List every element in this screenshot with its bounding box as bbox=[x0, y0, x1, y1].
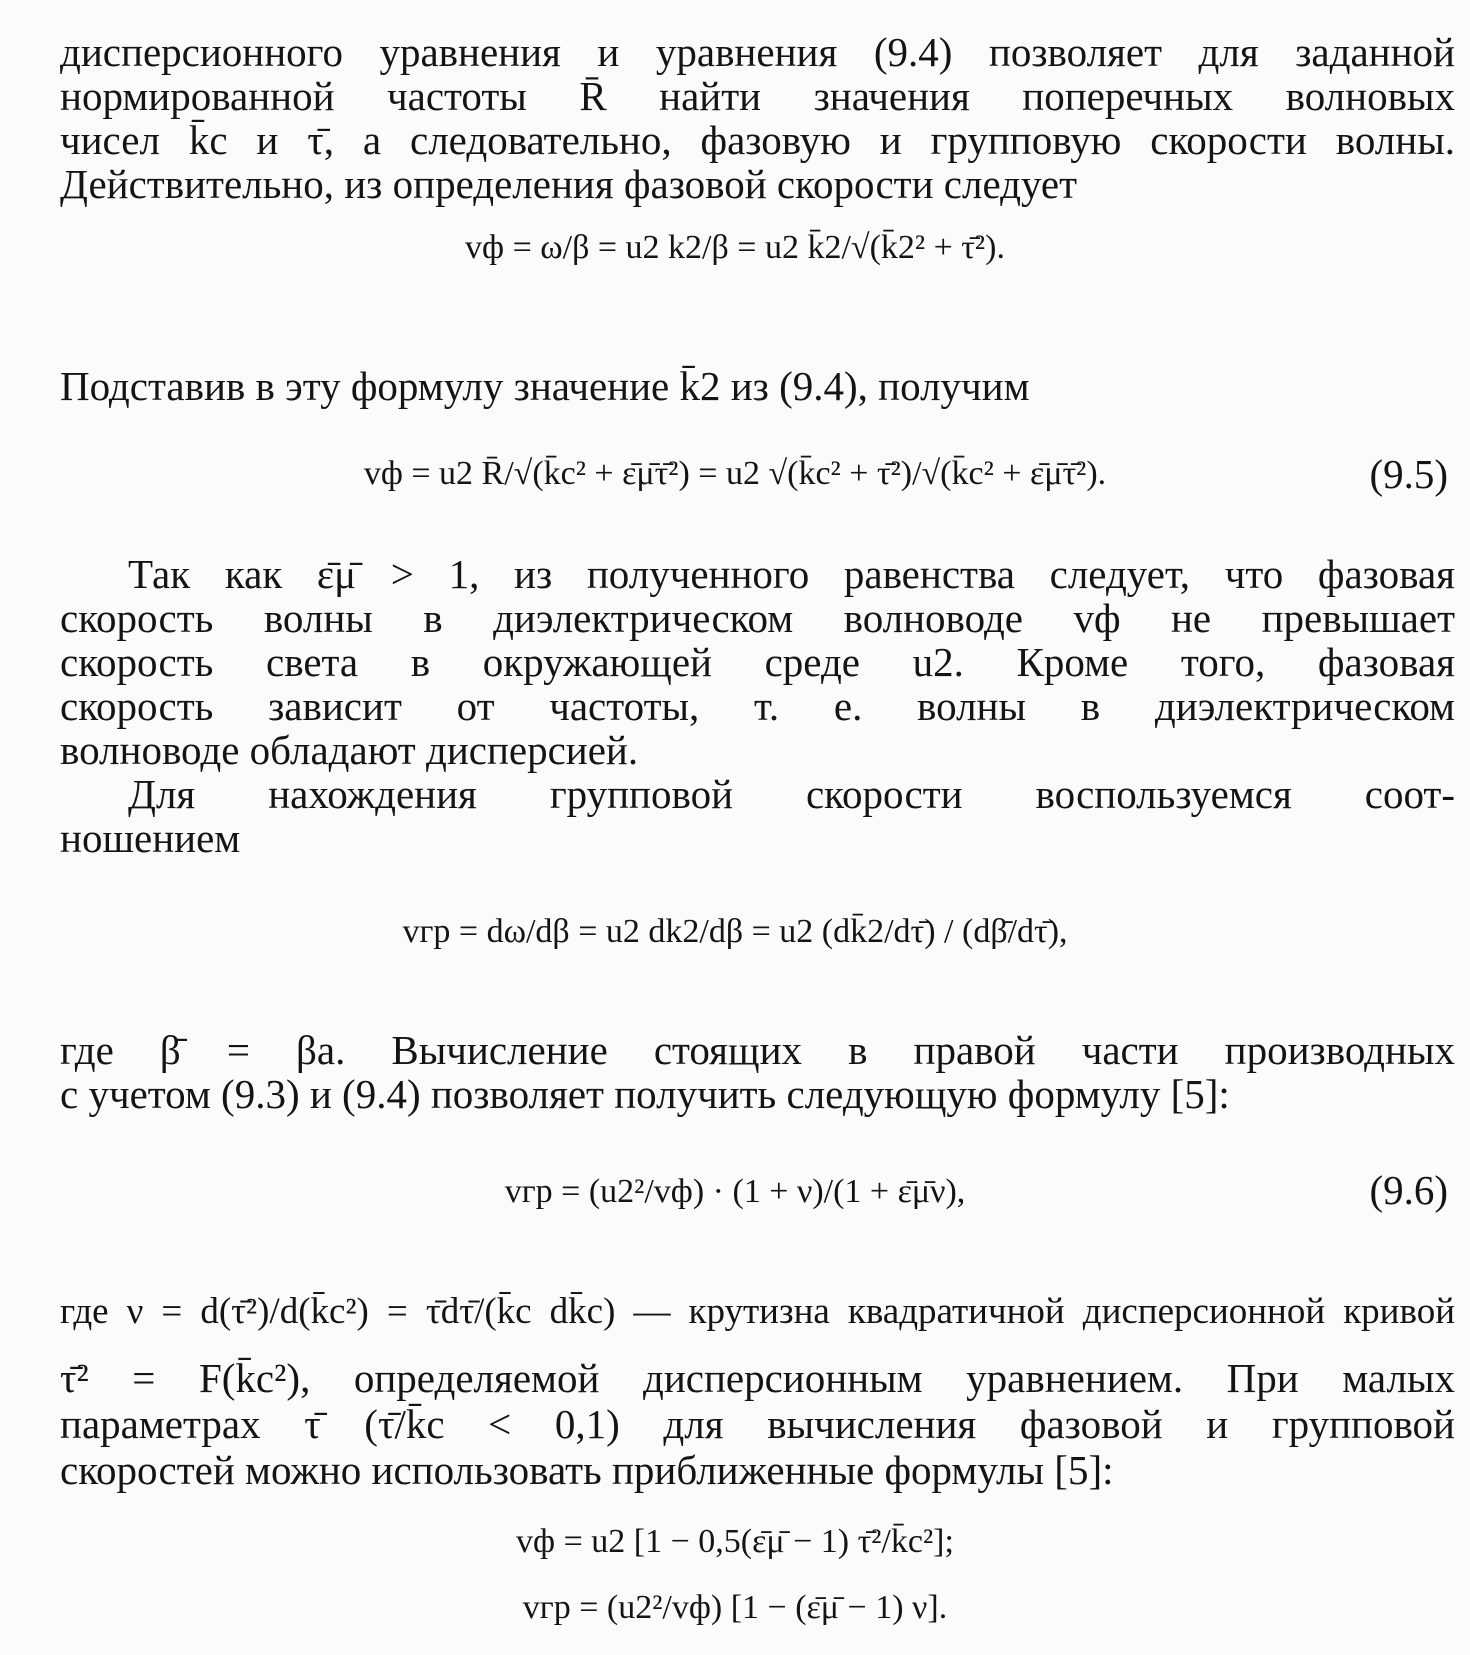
equation-3-text: vгр = dω/dβ = u2 dk2/dβ = u2 (dk̄2/dτ̄) / (dβ̄/dτ̄), bbox=[402, 913, 1068, 950]
text-line-16: τ̄² = F(k̄c²), определяемой дисперсионным уравнением. При малых bbox=[60, 1355, 1455, 1401]
equation-phase-velocity bbox=[0, 228, 1470, 268]
text-line-2: нормированной частоты R̄ найти значения поперечных волновых bbox=[60, 73, 1455, 119]
equation-approx-phase bbox=[0, 1522, 1470, 1562]
equation-5-text: vф = u2 [1 − 0,5(ε̄μ̄ − 1) τ̄²/k̄c²]; bbox=[516, 1523, 954, 1560]
text-line-9: скорость зависит от частоты, т. е. волны в диэлектрическом bbox=[60, 683, 1455, 729]
text-line-13: где β̄ = βa. Вычисление стоящих в правой части производных bbox=[60, 1027, 1455, 1073]
equation-group-velocity bbox=[0, 912, 1470, 952]
equation-9-6-text: vгр = (u2²/vф) · (1 + ν)/(1 + ε̄μ̄ν), bbox=[504, 1173, 966, 1210]
text-line-3: чисел k̄c и τ̄, а следовательно, фазовую и групповую скорости волны. bbox=[60, 117, 1455, 163]
equation-9-5-text: vф = u2 R̄/√(k̄c² + ε̄μ̄τ̄²) = u2 √(k̄c² + τ̄²)/√(k̄c² + ε̄μ̄τ̄²). bbox=[363, 455, 1107, 492]
equation-6-text: vгр = (u2²/vф) [1 − (ε̄μ̄ − 1) ν]. bbox=[522, 1589, 948, 1626]
text-line-7: скорость волны в диэлектрическом волноводе vф не превышает bbox=[60, 595, 1455, 641]
text-line-4: Действительно, из определения фазовой скорости следует bbox=[60, 161, 1078, 207]
text-line-14: с учетом (9.3) и (9.4) позволяет получить следующую формулу [5]: bbox=[60, 1071, 1230, 1117]
text-line-6: Так как ε̄μ̄ > 1, из полученного равенства следует, что фазовая bbox=[128, 551, 1455, 597]
text-line-5: Подставив в эту формулу значение k̄2 из (9.4), получим bbox=[60, 363, 1030, 409]
text-line-18: скоростей можно использовать приближенные формулы [5]: bbox=[60, 1447, 1114, 1493]
equation-number-9-6: (9.6) bbox=[1369, 1167, 1448, 1213]
equation-1-text: vф = ω/β = u2 k2/β = u2 k̄2/√(k̄2² + τ̄²). bbox=[465, 229, 1005, 266]
text-line-8: скорость света в окружающей среде u2. Кроме того, фазовая bbox=[60, 639, 1455, 685]
equation-approx-group bbox=[0, 1588, 1470, 1628]
equation-9-6 bbox=[0, 1172, 1470, 1212]
text-line-15: где ν = d(τ̄²)/d(k̄c²) = τ̄dτ̄/(k̄c dk̄c) — крутизна квадратичной дисперсионной кривой bbox=[60, 1291, 1455, 1332]
text-line-10: волноводе обладают дисперсией. bbox=[60, 727, 639, 773]
text-line-1: дисперсионного уравнения и уравнения (9.4) позволяет для заданной bbox=[60, 29, 1455, 75]
text-line-11: Для нахождения групповой скорости воспользуемся соот- bbox=[128, 771, 1455, 817]
text-line-17: параметрах τ̄ (τ̄/k̄c < 0,1) для вычисления фазовой и групповой bbox=[60, 1401, 1455, 1447]
equation-number-9-5: (9.5) bbox=[1369, 451, 1448, 497]
text-line-12: ношением bbox=[60, 815, 241, 861]
equation-9-5 bbox=[0, 451, 1470, 497]
